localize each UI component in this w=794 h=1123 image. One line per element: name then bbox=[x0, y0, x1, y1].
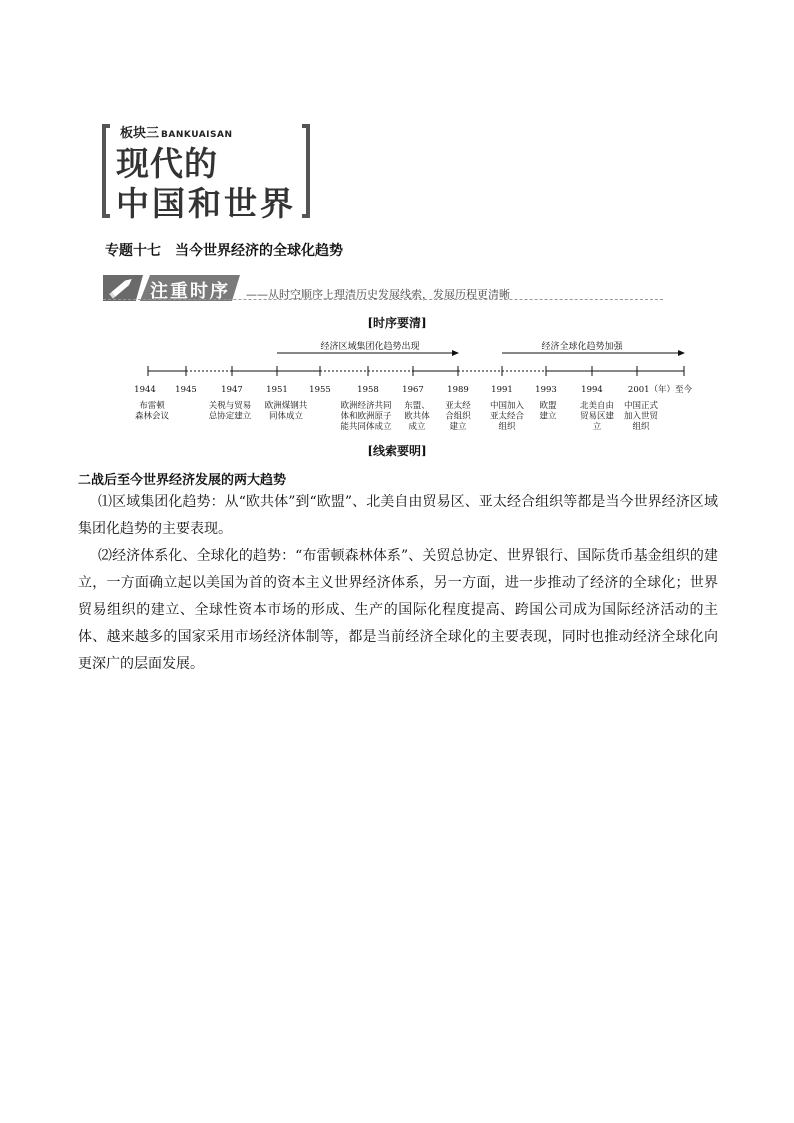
banner-label-cn: 板块三 bbox=[120, 126, 160, 141]
timeline-event-line: 关税与贸易 bbox=[208, 401, 252, 411]
trend-label-global: 经济全球化趋势加强 bbox=[541, 342, 623, 352]
timeline-year: 1944 bbox=[134, 385, 156, 395]
timeline-event-line: 东盟、 bbox=[404, 401, 430, 411]
timeline-event-line: 总协定建立 bbox=[208, 411, 252, 422]
timeline-year: 1945 bbox=[175, 385, 197, 395]
section-title: 注重时序 bbox=[150, 281, 230, 302]
timeline-event-line: 加入世贸 bbox=[623, 411, 659, 422]
timeline-event-line: 组织 bbox=[498, 422, 516, 432]
paragraph-1: ⑴区域集团化趋势：从“欧共体”到“欧盟”、北美自由贸易区、亚太经合组织等都是当今世界经济区域集团化趋势的主要表现。 bbox=[78, 494, 718, 537]
timeline-event-line: 森林会议 bbox=[134, 411, 170, 422]
timeline-event-line: 合组织 bbox=[445, 411, 471, 422]
timeline-year: 1967 bbox=[402, 385, 424, 395]
timeline-event-line: 布雷顿 bbox=[139, 401, 165, 411]
section-subtitle: ——从时空顺序上理清历史发展线索，发展历程更清晰 bbox=[246, 288, 510, 301]
timeline bbox=[0, 0, 794, 440]
timeline-year: 1947 bbox=[221, 385, 243, 395]
timeline-event-line: 欧洲经济共同 bbox=[340, 401, 392, 411]
banner-title-line1: 现代的 bbox=[116, 144, 218, 183]
banner-title-line2: 中国和世界 bbox=[116, 184, 296, 223]
timeline-event-line: 体和欧洲原子 bbox=[340, 411, 392, 422]
paragraph-2: ⑵经济体系化、全球化的趋势：“布雷顿森林体系”、关贸总协定、世界银行、国际货币基金组织的建立，一方面确立起以美国为首的资本主义世界经济体系，另一方面，进一步推动了经济的全球化；世界贸易组织的建立、全球性资本市场的形成、生产的国际化程度提高、跨国公司成为国际经济活动的主体、越来越多的国家采用市场经济体制等，都是当前经济全球化的主要表现，同时也推动经济全球化向更深广的层面发展。 bbox=[78, 548, 718, 672]
timeline-event-line: 贸易区建 bbox=[579, 411, 615, 422]
timeline-event-line: 亚太经合 bbox=[489, 411, 525, 422]
timeline-year: 1991 bbox=[491, 385, 513, 395]
timeline-event-line: 能共同体成立 bbox=[340, 422, 392, 432]
timeline-event-line: 建立 bbox=[539, 411, 557, 422]
timeline-event-line: 北美自由 bbox=[579, 401, 615, 411]
timeline-year: 2001（年）至今 bbox=[627, 385, 693, 395]
subheading: 二战后至今世界经济发展的两大趋势 bbox=[78, 473, 287, 488]
timeline-year: 1955 bbox=[309, 385, 331, 395]
timeline-event-line: 欧共体 bbox=[404, 411, 430, 422]
timeline-event-line: 成立 bbox=[408, 422, 426, 432]
timeline-event-line: 中国正式 bbox=[623, 401, 659, 411]
timeline-year: 1989 bbox=[447, 385, 469, 395]
heading-timeline: [时序要清] bbox=[367, 316, 427, 330]
timeline-event-line: 欧洲煤钢共 bbox=[264, 401, 308, 411]
timeline-event-line: 中国加入 bbox=[489, 401, 525, 411]
timeline-event-line: 同体成立 bbox=[268, 411, 304, 422]
timeline-year: 1951 bbox=[266, 385, 288, 395]
timeline-event-line: 亚太经 bbox=[445, 401, 471, 411]
heading-clues: [线索要明] bbox=[367, 444, 427, 458]
timeline-event-line: 欧盟 bbox=[539, 401, 557, 411]
trend-label-regional: 经济区域集团化趋势出现 bbox=[320, 342, 420, 352]
timeline-event-line: 立 bbox=[592, 422, 602, 432]
topic-title: 专题十七 当今世界经济的全球化趋势 bbox=[105, 243, 343, 259]
timeline-event-line: 组织 bbox=[632, 422, 650, 432]
timeline-year: 1958 bbox=[357, 385, 379, 395]
timeline-year: 1993 bbox=[535, 385, 557, 395]
timeline-event-line: 建立 bbox=[449, 422, 467, 432]
banner-label-en: BANKUAISAN bbox=[161, 130, 233, 140]
timeline-year: 1994 bbox=[581, 385, 603, 395]
